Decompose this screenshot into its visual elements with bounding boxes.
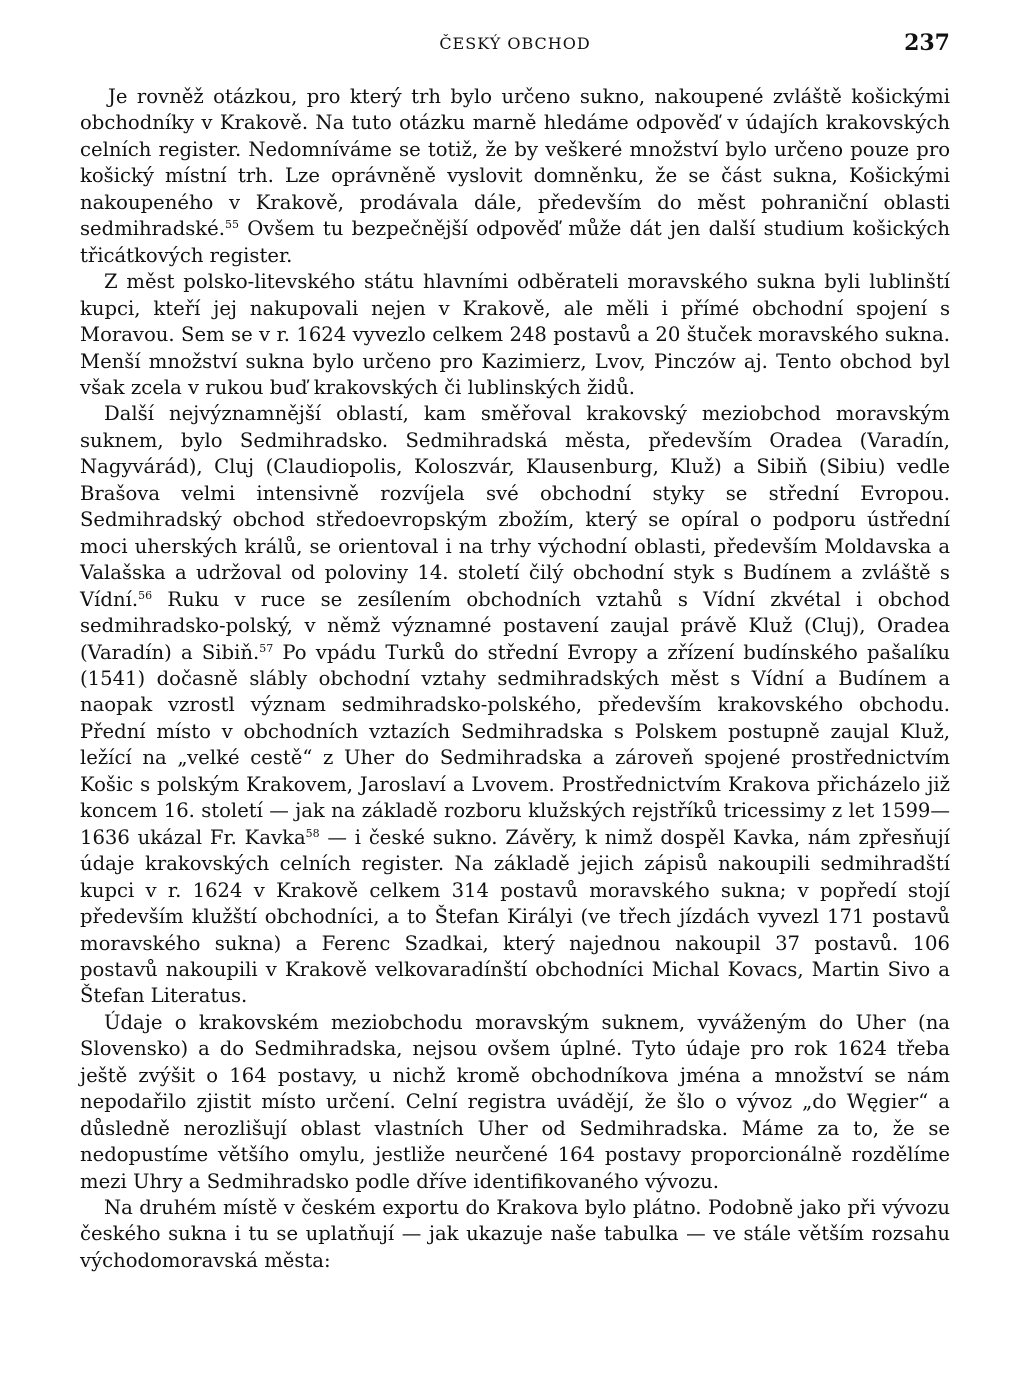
paragraph [80, 1010, 950, 1195]
footnote-marker: 58 [305, 826, 320, 840]
page [80, 30, 950, 1274]
text-segment: Na druhém místě v českém exportu do Krakova bylo plátno. Podobně jako při vývozu českého sukna i tu se uplatňují — jak ukazuje naše tabulka — ve stále větším rozsahu východomoravská města: [80, 1196, 950, 1272]
body-text [80, 84, 950, 1274]
text-segment: — i české sukno. Závěry, k nimž dospěl Kavka, nám zpřesňují údaje krakovských celních register. Na základě jejich zápisů nakoupili sedmihradští kupci v r. 1624 v Krakově celkem 314 postavů moravského sukna; v popředí stojí především klužští obchodníci, a to Štefan Királyi (ve třech jízdách vyvezl 171 postavů moravského sukna) a Ferenc Szadkai, který najednou nakoupil 37 postavů. 106 postavů nakoupili v Krakově velkovaradínští obchodníci Michal Kovacs, Martin Sivo a Štefan Literatus. [80, 825, 950, 1008]
paragraph [80, 84, 950, 269]
paragraph [80, 401, 950, 1009]
text-segment: Další nejvýznamnější oblastí, kam směřoval krakovský meziobchod moravským suknem, bylo Sedmihradsko. Sedmihradská města, především Oradea (Varadín, Nagyvárád), Cluj (Claudiopolis, Koloszvár, Klausenburg, Kluž) a Sibiň (Sibiu) vedle Brašova velmi intensivně rozvíjela své obchodní styky se střední Evropou. Sedmihradský obchod středoevropským zbožím, který se opíral o podporu ústřední moci uherských králů, se orientoval i na trhy východní oblasti, především Moldavska a Valašska a udržoval od poloviny 14. století čilý obchodní styk s Budínem a zvláště s Vídní. [80, 402, 950, 611]
footnote-marker: 56 [138, 588, 153, 602]
running-head: ČESKÝ OBCHOD [439, 34, 591, 53]
paragraph [80, 269, 950, 401]
footnote-marker: 57 [259, 641, 274, 655]
text-segment: Údaje o krakovském meziobchodu moravským suknem, vyváženým do Uher (na Slovensko) a do Sedmihradska, nejsou ovšem úplné. Tyto údaje pro rok 1624 třeba ještě zvýšit o 164 postavy, u nichž kromě obchodníkova jména a množství se nám nepodařilo zjistit místo určení. Celní registra uvádějí, že šlo o vývoz „do Węgier“ a důsledně nerozlišují oblast vlastních Uher od Sedmihradska. Máme za to, že se nedopustíme většího omylu, jestliže neurčené 164 postavy proporcionálně rozdělíme mezi Uhry a Sedmihradsko podle dříve identifikovaného vývozu. [80, 1010, 950, 1193]
text-segment: Je rovněž otázkou, pro který trh bylo určeno sukno, nakoupené zvláště košickými obchodníky v Krakově. Na tuto otázku marně hledáme odpověď v údajích krakovských celních register. Nedomníváme se totiž, že by veškeré množství bylo určeno pouze pro košický místní trh. Lze oprávněně vyslovit domněnku, že se část sukna, Košickými nakoupeného v Krakově, prodávala dále, především do měst pohraniční oblasti sedmihradské. [80, 85, 950, 241]
page-header [80, 30, 950, 66]
text-segment: Z měst polsko-litevského státu hlavními odběrateli moravského sukna byli lublinští kupci, kteří jej nakupovali nejen v Krakově, ale měli i přímé obchodní spojení s Moravou. Sem se v r. 1624 vyvezlo celkem 248 postavů a 20 štuček moravského sukna. Menší množství sukna bylo určeno pro Kazimierz, Lvov, Pinczów aj. Tento obchod byl však zcela v rukou buď krakovských či lublinských židů. [80, 270, 950, 399]
page-number: 237 [904, 30, 950, 56]
text-segment: Ruku v ruce se zesílením obchodních vztahů s Vídní zkvétal i obchod sedmihradsko-polský, v němž významné postavení zaujal právě Kluž (Cluj), Oradea (Varadín) a Sibiň. [80, 587, 950, 664]
text-segment: Po vpádu Turků do střední Evropy a zřízení budínského pašalíku (1541) dočasně slábly obchodní vztahy sedmihradských měst s Vídní a Budínem a naopak vzrostl význam sedmihradsko-polského, především krakovského obchodu. Přední místo v obchodních vztazích Sedmihradska s Polskem postupně zaujal Kluž, ležící na „velké cestě“ z Uher do Sedmihradska a zároveň spojené prostřednictvím Košic s polským Krakovem, Jaroslaví a Lvovem. Prostřednictvím Krakova přicházelo již koncem 16. století — jak na základě rozboru klužských rejstříků tricessimy z let 1599—1636 ukázal Fr. Kavka [80, 640, 950, 849]
paragraph [80, 1195, 950, 1274]
text-segment: Ovšem tu bezpečnější odpověď může dát jen další studium košických třicátkových register. [80, 217, 950, 267]
footnote-marker: 55 [225, 218, 240, 232]
